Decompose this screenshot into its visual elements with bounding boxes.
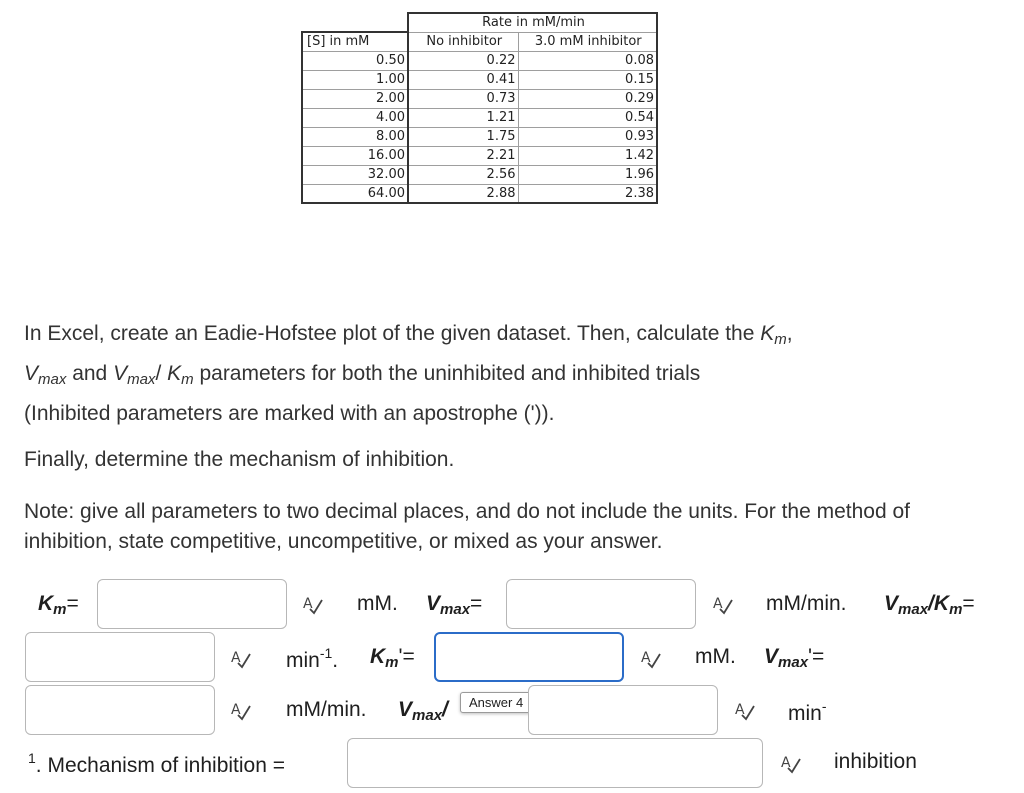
vmax-answer-label: $V_{max}=$ (426, 592, 483, 618)
km-letter: K (760, 322, 775, 345)
rate-header: Rate in mM/min (408, 13, 657, 32)
ratio-answer-label: $V_{max}/K_m=$ (884, 592, 975, 618)
vmax-letter-2: V (113, 362, 128, 385)
svg-text:A: A (231, 702, 241, 718)
table-row (302, 165, 657, 184)
table-cell-v: 2.88 (408, 184, 518, 203)
table-row (302, 108, 657, 127)
table-cell-v: 0.73 (408, 89, 518, 108)
table-cell-vi: 2.38 (518, 184, 657, 203)
table-cell-v: 2.56 (408, 165, 518, 184)
km-prime-answer-label: $K_m'=$ (370, 645, 415, 671)
table-cell-vi: 0.08 (518, 51, 657, 70)
table-row (302, 146, 657, 165)
vmax-symbol (24, 362, 67, 388)
and-text: and (66, 362, 114, 385)
table-cell-s: 8.00 (302, 127, 408, 146)
instructions-text-3: (Inhibited parameters are marked with an apostrophe (')). (24, 402, 555, 425)
instructions-paragraph (24, 317, 924, 431)
svg-text:A: A (231, 650, 241, 666)
spellcheck-icon[interactable] (780, 753, 802, 775)
table-row (302, 70, 657, 89)
table-cell-v: 1.75 (408, 127, 518, 146)
km-prime-unit: mM. (695, 645, 736, 668)
spellcheck-icon[interactable] (302, 594, 324, 616)
km-prime-input[interactable] (434, 632, 624, 682)
vmax-prime-input[interactable] (25, 685, 215, 735)
vmax-subscript-2: max (127, 371, 156, 388)
table-cell-v: 1.21 (408, 108, 518, 127)
svg-text:A: A (735, 702, 745, 718)
ratio-prime-answer-label: $V_{max}/$ (398, 698, 448, 724)
mechanism-instruction: Finally, determine the mechanism of inhibition. (24, 448, 455, 471)
spellcheck-icon[interactable] (230, 700, 252, 722)
vmax-prime-unit: mM/min. (286, 698, 367, 721)
table-cell-vi: 0.54 (518, 108, 657, 127)
no-inhibitor-header: No inhibitor (408, 32, 518, 51)
table-row (302, 51, 657, 70)
spellcheck-icon[interactable] (712, 594, 734, 616)
ratio-unit: $\min^{-1}$. (286, 645, 339, 672)
km-letter-2: K (167, 362, 182, 385)
ratio-input[interactable] (25, 632, 215, 682)
km-unit: mM. (357, 592, 398, 615)
rate-data-table (301, 12, 658, 204)
mechanism-label: $^1$. Mechanism of inhibition = (28, 750, 286, 777)
svg-text:A: A (781, 755, 791, 771)
table-cell-vi: 0.29 (518, 89, 657, 108)
mechanism-unit: inhibition (834, 750, 917, 773)
svg-text:A: A (641, 650, 651, 666)
table-cell-s: 1.00 (302, 70, 408, 89)
vmax-prime-answer-label: $V_{max}'=$ (764, 645, 825, 671)
answer-tooltip: Answer 4 (460, 692, 532, 713)
km-symbol (760, 322, 787, 348)
table-row (302, 127, 657, 146)
vmax-unit: mM/min. (766, 592, 847, 615)
km-symbol-2 (167, 362, 194, 388)
vmax-input[interactable] (506, 579, 696, 629)
table-cell-s: 16.00 (302, 146, 408, 165)
inhibitor-header: 3.0 mM inhibitor (518, 32, 657, 51)
table-cell-s: 0.50 (302, 51, 408, 70)
table-cell-vi: 1.96 (518, 165, 657, 184)
table-cell-vi: 1.42 (518, 146, 657, 165)
svg-text:A: A (303, 596, 313, 612)
instructions-text-1: In Excel, create an Eadie-Hofstee plot of the given dataset. Then, calculate the (24, 322, 761, 345)
slash-text: / (155, 362, 168, 385)
table-row (302, 89, 657, 108)
ratio-prime-input[interactable] (528, 685, 718, 735)
table-cell-vi: 0.15 (518, 70, 657, 89)
instructions-text-2: parameters for both the uninhibited and inhibited trials (193, 362, 701, 385)
table-row (302, 184, 657, 203)
note-paragraph: Note: give all parameters to two decimal places, and do not include the units. For the method of inhibition, state competitive, uncompetitive, or mixed as your answer. (24, 500, 910, 553)
vmax-letter: V (24, 362, 39, 385)
ratio-prime-unit: min- (788, 698, 827, 725)
table-cell-v: 0.41 (408, 70, 518, 89)
mechanism-input[interactable] (347, 738, 763, 788)
table-corner (302, 13, 408, 32)
svg-text:A: A (713, 596, 723, 612)
s-header: [S] in mM (302, 32, 408, 51)
table-cell-s: 4.00 (302, 108, 408, 127)
table-cell-s: 2.00 (302, 89, 408, 108)
km-input[interactable] (97, 579, 287, 629)
table-cell-vi: 0.93 (518, 127, 657, 146)
spellcheck-icon[interactable] (734, 700, 756, 722)
km-subscript-2: m (181, 371, 194, 388)
comma: , (786, 322, 793, 345)
table-cell-v: 0.22 (408, 51, 518, 70)
spellcheck-icon[interactable] (230, 648, 252, 670)
spellcheck-icon[interactable] (640, 648, 662, 670)
table-cell-s: 64.00 (302, 184, 408, 203)
table-cell-v: 2.21 (408, 146, 518, 165)
vmax-symbol-2 (113, 362, 156, 388)
km-subscript: m (774, 331, 787, 348)
vmax-subscript: max (38, 371, 67, 388)
table-cell-s: 32.00 (302, 165, 408, 184)
km-answer-label: $K_m=$ (38, 592, 79, 618)
